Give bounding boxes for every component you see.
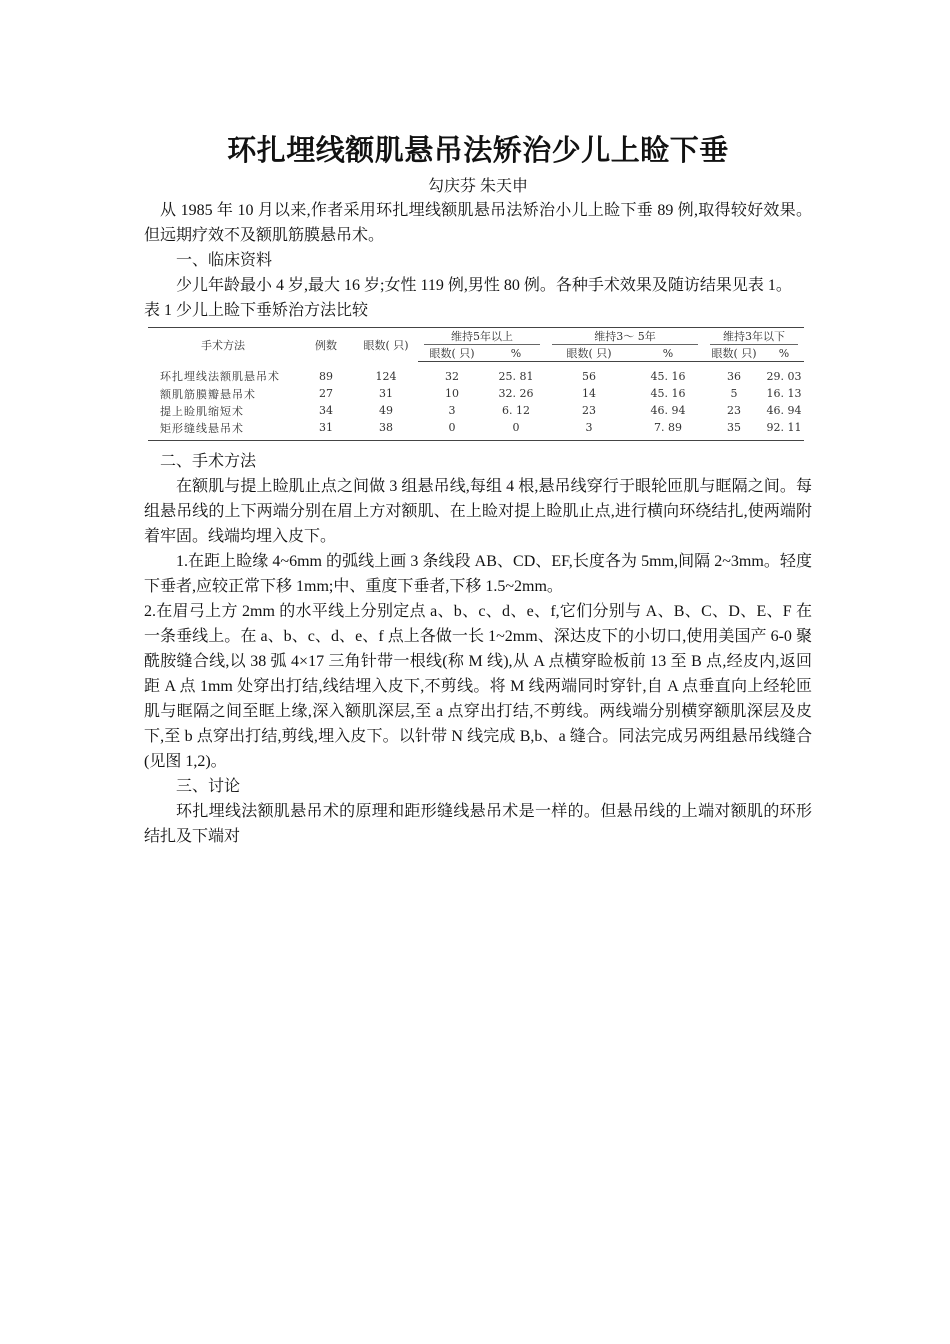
table-header-row	[148, 328, 804, 346]
method-paragraph-1: 在额肌与提上睑肌止点之间做 3 组悬吊线,每组 4 根,悬吊线穿行于眼轮匝肌与眶隔之间。每组悬吊线的上下两端分别在眉上方对额肌、在上睑对提上睑肌止点,进行横向环绕结扎,使两端附着牢固。线端均埋入皮下。	[144, 478, 812, 545]
cell-eyes: 124	[375, 369, 397, 383]
table-caption: 表 1 少儿上睑下垂矫治方法比较	[144, 302, 369, 319]
header-cases: 例数	[298, 328, 354, 362]
cell-method: 提上睑肌缩短术	[160, 404, 244, 418]
cell-g2-eyes: 14	[582, 387, 596, 400]
method-paragraph-3: 2.在眉弓上方 2mm 的水平线上分别定点 a、b、c、d、e、f,它们分别与 A、B、C、D、E、F 在一条垂线上。在 a、b、c、d、e、f 点上各做一长 1~2mm、深达皮下的小切口,使用美国产 6-0 聚酰胺缝合线,以 38 弧 4×17 三角针带一根线(称 M 线),从 A 点横穿睑板前 13 至 B 点,经皮内,返回距 A 点 1mm 处穿出打结,线结埋入皮下,不剪线。将 M 线两端同时穿针,自 A 点垂直向上经轮匝肌与眶隔之间至眶上缘,深入额肌深层,至 a 点穿出打结,不剪线。两线端分别横穿额肌深层及皮下,至 b 点穿出打结,剪线,埋入皮下。以针带 N 线完成 B,b、a 缝合。同法完成另两组悬吊线缝合(见图 1,2)。	[144, 603, 812, 770]
cell-g3-pct: 16. 13	[766, 387, 802, 400]
cell-g2-eyes: 56	[582, 370, 596, 383]
cell-method: 额肌筋膜瓣悬吊术	[160, 387, 256, 401]
cell-g1-eyes: 10	[445, 387, 459, 400]
article-title: 环扎埋线额肌悬吊法矫治少儿上睑下垂	[227, 133, 729, 167]
section-heading-clinical: 一、临床资料	[176, 252, 273, 269]
cell-g2-pct: 45. 16	[650, 370, 686, 383]
header-eyes: 眼数( 只)	[354, 328, 418, 362]
discussion-paragraph: 环扎埋线法额肌悬吊术的原理和距形缝线悬吊术是一样的。但悬吊线的上端对额肌的环形结扎及下端对	[144, 803, 812, 845]
cell-cases: 89	[319, 369, 333, 383]
cell-g1-eyes: 32	[445, 370, 459, 383]
group-5y-label: 维持5年以上	[424, 328, 540, 345]
cell-g2-pct: 7. 89	[632, 419, 704, 441]
subheader-pct: %	[486, 345, 546, 362]
group-under3y-label: 维持3年以下	[710, 328, 798, 345]
comparison-table	[148, 327, 804, 441]
group-3to5y-label: 维持3～ 5年	[552, 328, 698, 345]
cell-method: 环扎埋线法额肌悬吊术	[160, 370, 280, 384]
subheader-eyes: 眼数( 只)	[546, 345, 632, 362]
intro-paragraph: 从 1985 年 10 月以来,作者采用环扎埋线额肌悬吊法矫治小儿上睑下垂 89 例,取得较好效果。但远期疗效不及额肌筋膜悬吊术。	[144, 202, 812, 244]
subheader-eyes: 眼数( 只)	[418, 345, 486, 362]
cell-g1-pct: 25. 81	[498, 370, 534, 383]
header-group-under3y	[704, 328, 804, 346]
cell-g3-pct: 92. 11	[764, 419, 804, 441]
table-row	[148, 385, 804, 402]
cell-g1-pct: 6. 12	[502, 404, 530, 417]
cell-g1-eyes: 0	[418, 419, 486, 441]
cell-eyes: 31	[379, 387, 393, 400]
table-row	[148, 419, 804, 441]
article-body	[144, 130, 812, 849]
cell-cases: 27	[319, 387, 333, 400]
header-group-5y	[418, 328, 546, 346]
table-row	[148, 362, 804, 386]
cell-eyes: 49	[379, 404, 393, 417]
cell-g3-eyes: 5	[730, 387, 738, 400]
cell-g3-eyes: 23	[727, 404, 741, 417]
subheader-pct: %	[632, 345, 704, 362]
cell-g2-pct: 46. 94	[650, 404, 686, 417]
cell-g3-pct: 29. 03	[766, 370, 802, 383]
cell-eyes: 38	[354, 419, 418, 441]
cell-method: 矩形缝线悬吊术	[148, 419, 298, 441]
table-row	[148, 402, 804, 419]
clinical-paragraph: 少儿年龄最小 4 岁,最大 16 岁;女性 119 例,男性 80 例。各种手术效果及随访结果见表 1。	[176, 277, 792, 294]
cell-g1-pct: 32. 26	[498, 387, 534, 400]
cell-g3-eyes: 36	[727, 370, 741, 383]
cell-g3-eyes: 35	[704, 419, 764, 441]
cell-g2-eyes: 3	[546, 419, 632, 441]
section-heading-discussion: 三、讨论	[176, 778, 241, 795]
cell-g2-eyes: 23	[582, 404, 596, 417]
subheader-pct: %	[764, 345, 804, 362]
cell-g1-eyes: 3	[448, 404, 456, 417]
method-paragraph-2: 1.在距上睑缘 4~6mm 的弧线上画 3 条线段 AB、CD、EF,长度各为 5mm,间隔 2~3mm。轻度下垂者,应较正常下移 1mm;中、重度下垂者,下移 1.5~2mm。	[144, 553, 812, 595]
cell-cases: 31	[298, 419, 354, 441]
cell-g1-pct: 0	[486, 419, 546, 441]
cell-g2-pct: 45. 16	[650, 387, 686, 400]
header-method: 手术方法	[148, 328, 298, 362]
subheader-eyes: 眼数( 只)	[704, 345, 764, 362]
section-heading-method: 二、手术方法	[160, 453, 257, 470]
cell-cases: 34	[319, 404, 333, 417]
header-group-3to5y	[546, 328, 704, 346]
cell-g3-pct: 46. 94	[766, 404, 802, 417]
author-line: 勾庆芬 朱天申	[427, 178, 528, 195]
